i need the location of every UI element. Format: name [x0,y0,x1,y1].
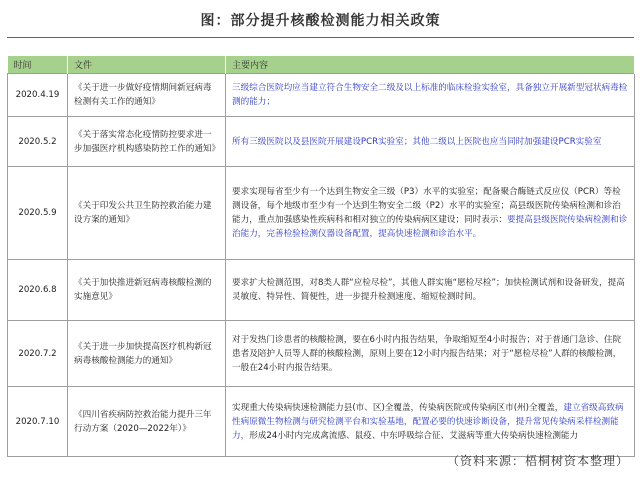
row-content [226,74,635,117]
content-text: 对于发热门诊患者的核酸检测，要在6小时内报告结果，争取缩短至4小时报告；对于普通门急诊、住院患者及陪护人员等人群的核酸检测，原则上要在12小时内报告结果；对于“愿检尽检”人群的核酸检测，一般在24小时内报告结果。 [232,334,622,373]
highlighted-text: 三级综合医院均应当建立符合生物安全二级及以上标准的临床检验实验室，具备独立开展新型冠状病毒检测的能力； [232,83,628,107]
row-date: 2020.6.8 [8,260,68,321]
table-row [8,117,635,167]
row-document: 《关于进一步做好疫情期间新冠病毒检测有关工作的通知》 [68,74,226,117]
row-date: 2020.7.10 [8,387,68,457]
row-date: 2020.5.2 [8,117,68,167]
content-text: 形成24小时内完成禽流感、鼠疫、中东呼吸综合征、艾滋病等重大传染病快速检测能力 [249,430,579,441]
row-document: 《关于印发公共卫生防控救治能力建设方案的通知》 [68,167,226,260]
row-document: 《关于落实常态化疫情防控要求进一步加强医疗机构感染防控工作的通知》 [68,117,226,167]
highlighted-text: 要提高县级医院传染病检测和诊治能力，完善检验检测仪器设备配置，提高快速检测和诊治水平。 [232,215,628,239]
table-header-row [8,56,635,74]
row-document: 《四川省疾病防控救治能力提升三年行动方案（2020—2022年）》 [68,387,226,457]
policy-table [7,56,635,457]
page-title: 图：部分提升核酸检测能力相关政策 [200,13,441,29]
header-document: 文件 [68,56,226,74]
row-document: 《关于加快推进新冠病毒核酸检测的实施意见》 [68,260,226,321]
header-time: 时间 [8,56,68,74]
row-date: 2020.5.9 [8,167,68,260]
table-row [8,321,635,387]
header-content: 主要内容 [226,56,635,74]
row-content [226,117,635,167]
row-content [226,260,635,321]
content-text: 要求扩大检测范围，对8类人群“应检尽检”，其他人群实施“愿检尽检”；加快检测试剂和设备研发，提高灵敏度、特异性、简便性，进一步提升检测速度、缩短检测时间。 [232,278,625,302]
row-content [226,321,635,387]
table-row [8,260,635,321]
content-text: 要求实现每省至少有一个达到生物安全三级（P3）水平的实验室；配备聚合酶链式反应仪（PCR）等检测设备，每个地级市至少有一个达到生物安全二级（P2）水平的实验室；高县级医院传染病检测和诊治能力，重点加强感染性疾病科和相对独立的传染病病区建设；同时表示： [232,187,621,225]
highlighted-text: 所有三级医院以及县医院开展建设PCR实验室；其他二级以上医院也应当同时加强建设PCR实验室 [232,136,602,147]
table-row [8,167,635,260]
title-divider [7,37,634,38]
row-content [226,167,635,260]
row-date: 2020.7.2 [8,321,68,387]
row-document: 《关于进一步加快提高医疗机构新冠病毒核酸检测能力的通知》 [68,321,226,387]
content-text: 实现重大传染病快速检测能力县(市、区)全覆盖，传染病医院或传染病区市(州)全覆盖， [232,402,564,413]
row-content [226,387,635,457]
source-note: （资料来源：梧桐树资本整理） [446,454,629,468]
highlighted-text: 建立省级高致病性病原微生物检测与研究检测平台和实验基地，配置必要的快速诊断设备，提升常见传染病采样检测能力， [232,402,624,441]
table-body [8,74,635,457]
row-date: 2020.4.19 [8,74,68,117]
table-row [8,74,635,117]
table-row [8,387,635,457]
